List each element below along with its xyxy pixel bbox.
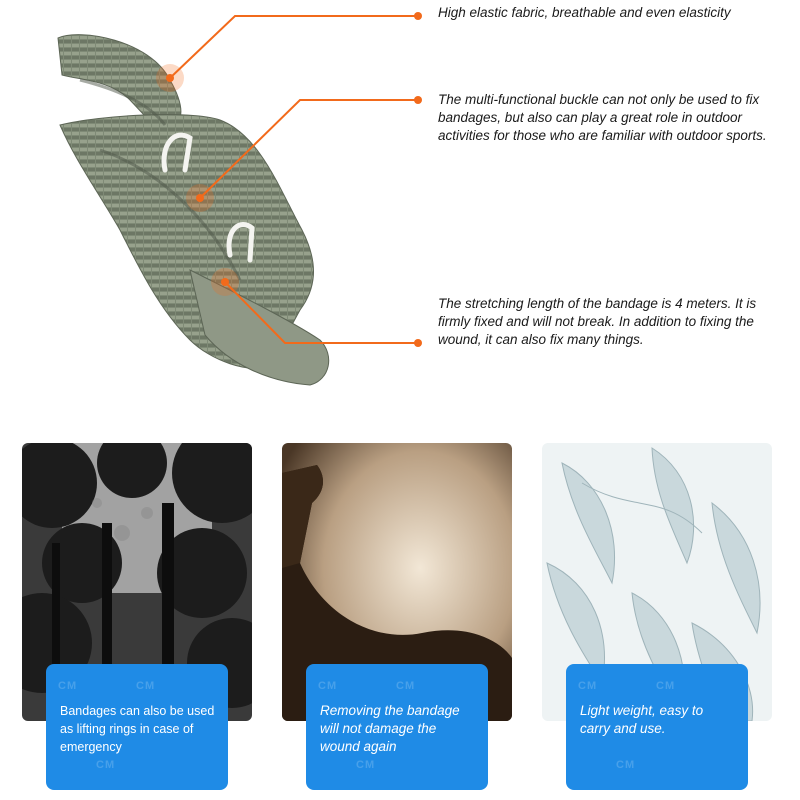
watermark-logo: CM bbox=[656, 680, 676, 692]
feature-elastic-fabric: High elastic fabric, breathable and even elasticity bbox=[438, 5, 731, 20]
watermark-logo: CM bbox=[318, 680, 338, 692]
feature-buckle: The multi-functional buckle can not only be used to fix bandages, but also can play a great role in outdoor activities for those who are familiar with outdoor sports. bbox=[438, 92, 767, 143]
watermark-logo: CM bbox=[396, 680, 416, 692]
caption-removing-bandage: Removing the bandage will not damage the wound again bbox=[320, 703, 460, 754]
caption-box-lifting-rings bbox=[46, 664, 228, 790]
caption-lifting-rings: Bandages can also be used as lifting rings in case of emergency bbox=[60, 704, 215, 754]
watermark-logo: CM bbox=[58, 680, 78, 692]
watermark-logo: CM bbox=[136, 680, 156, 692]
caption-box-light-weight bbox=[566, 664, 748, 790]
caption-box-removing-bandage bbox=[306, 664, 488, 790]
watermark-logo: CM bbox=[578, 680, 598, 692]
watermark-logo: CM bbox=[356, 759, 376, 771]
caption-light-weight: Light weight, easy to carry and use. bbox=[580, 703, 704, 736]
feature-stretch-length: The stretching length of the bandage is 4 meters. It is firmly fixed and will not break. In addition to fixing the wound, it can also fix many things. bbox=[438, 296, 757, 347]
watermark-logo: CM bbox=[616, 759, 636, 771]
watermark-logo: CM bbox=[96, 759, 116, 771]
bandage-product-image bbox=[40, 20, 400, 400]
